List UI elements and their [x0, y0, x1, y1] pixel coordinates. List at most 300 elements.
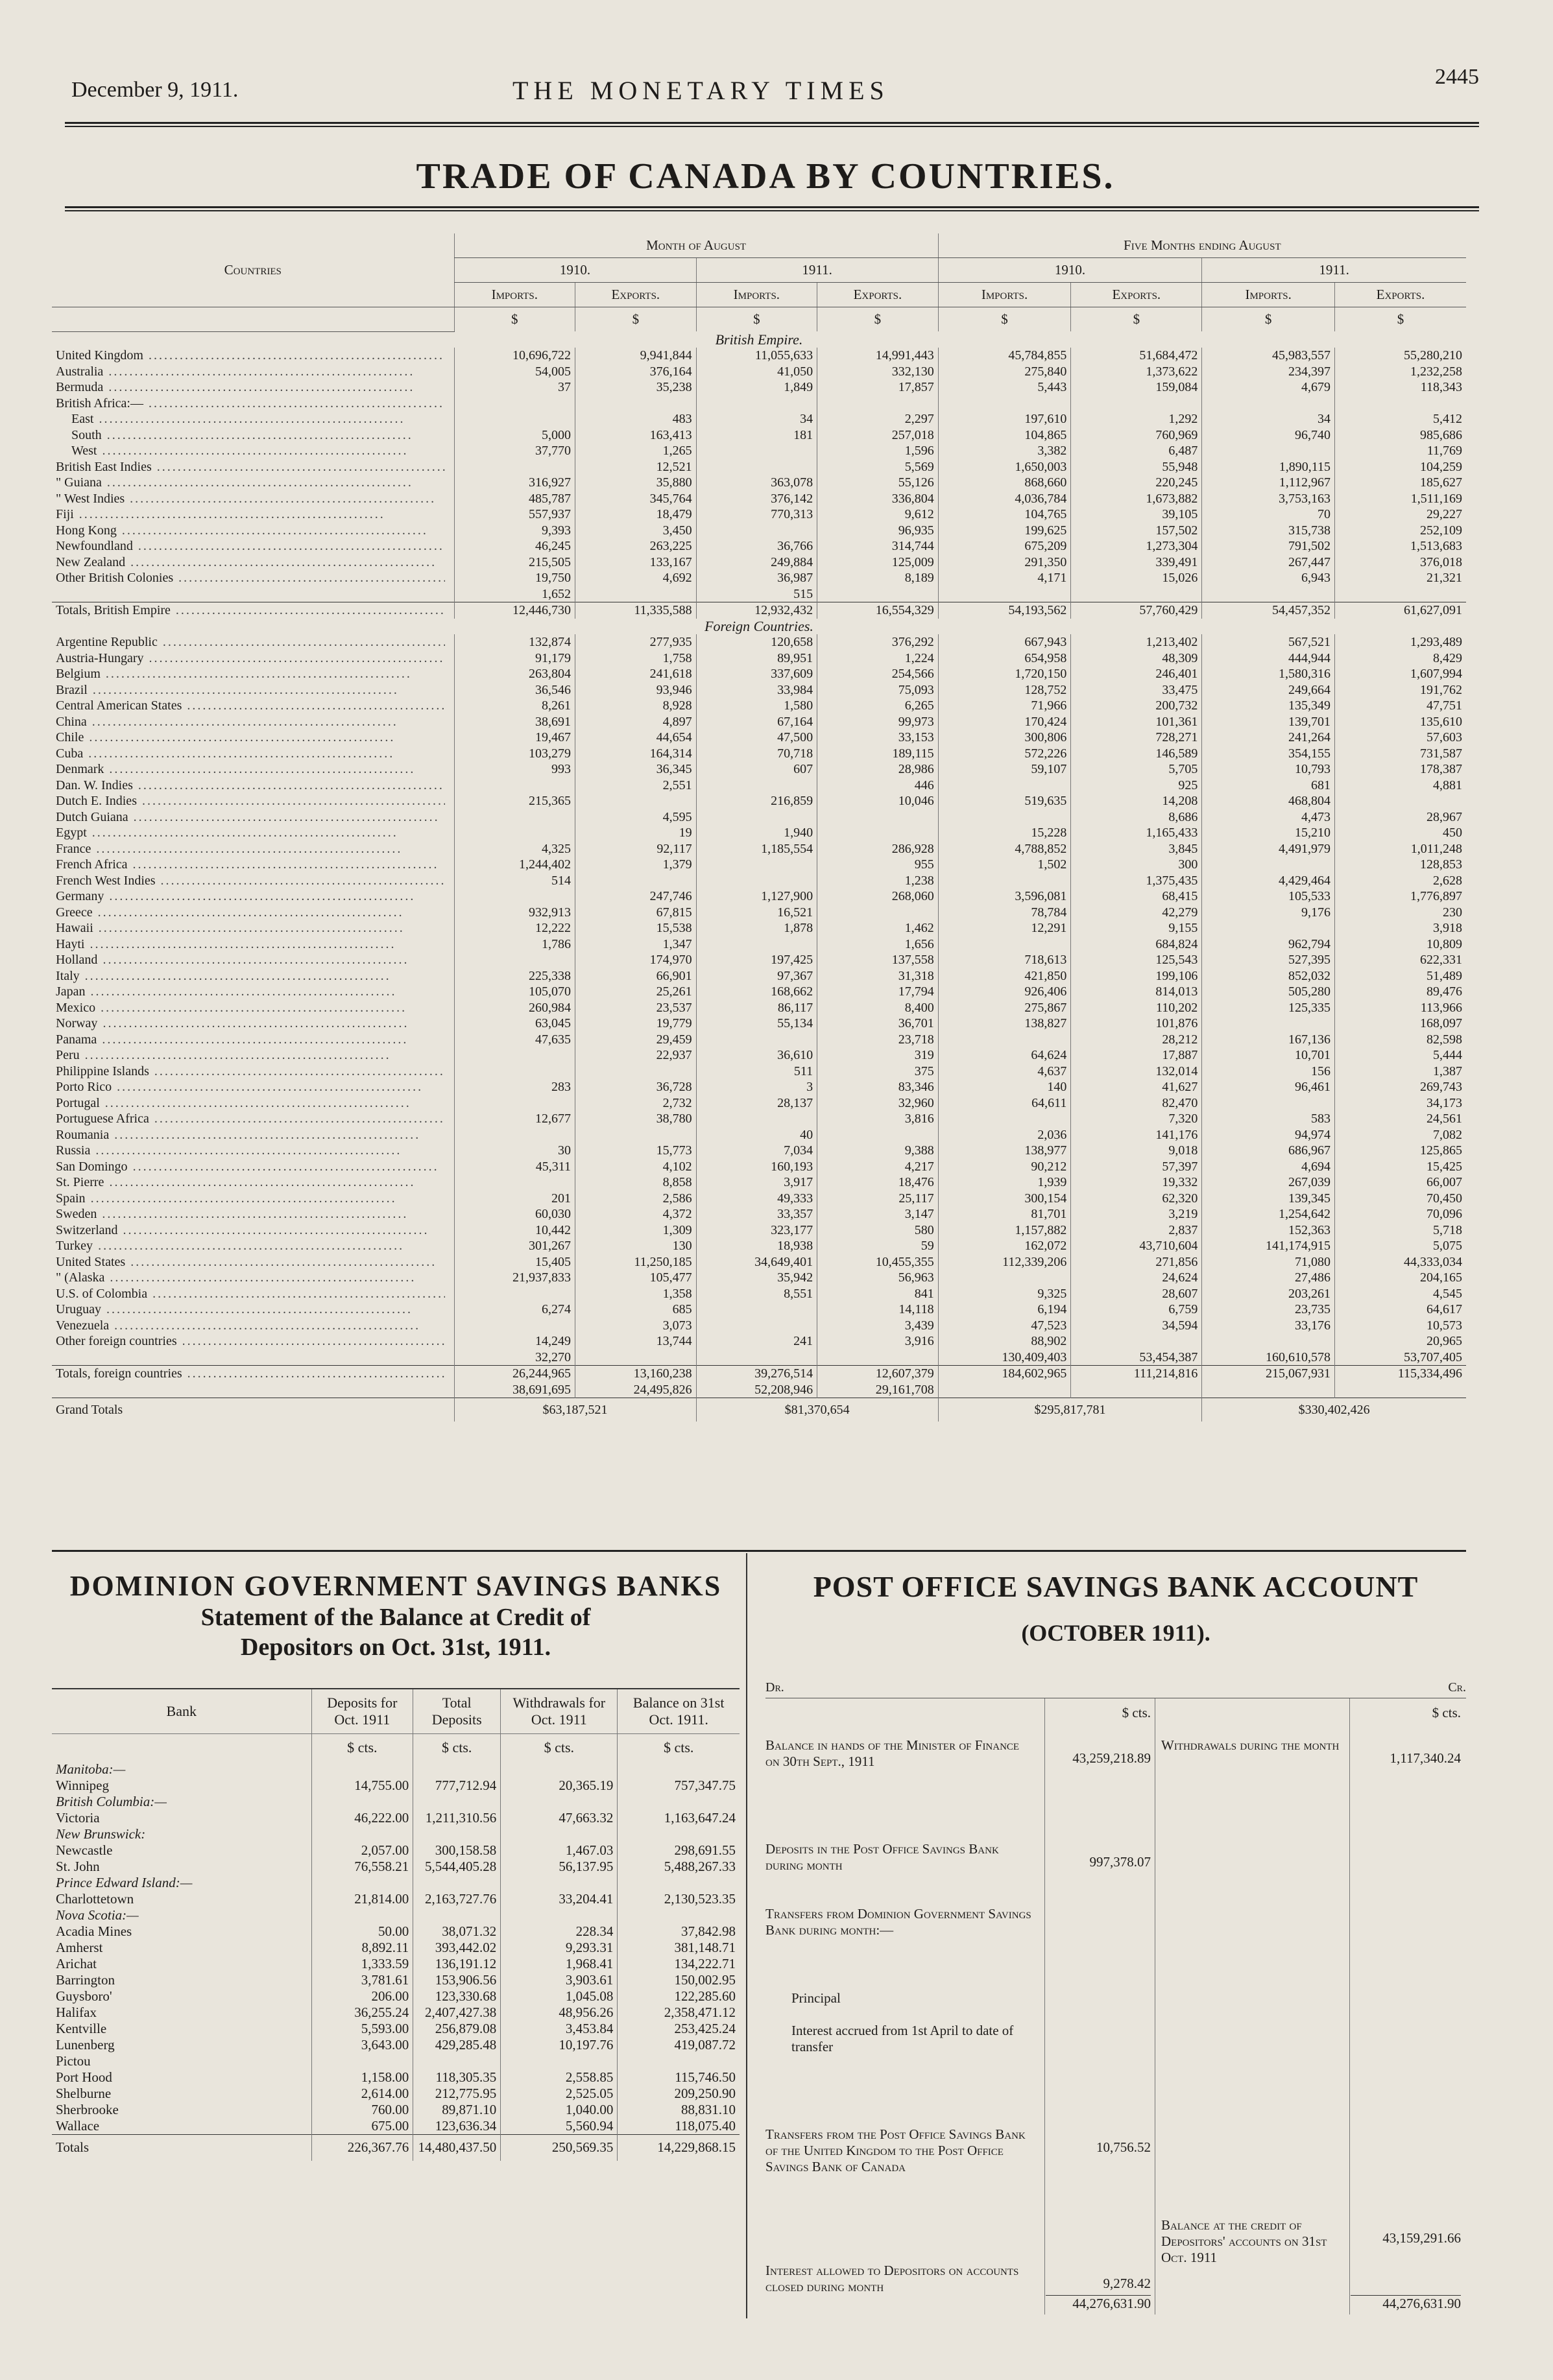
value-cell: 181 [696, 427, 817, 444]
table-row [52, 1875, 740, 1891]
value-cell: 4,637 [938, 1064, 1071, 1080]
table-row [52, 459, 1466, 475]
country-label: East ..... [71, 411, 405, 427]
header-rule [65, 122, 1479, 127]
value-cell: 241,264 [1202, 730, 1335, 746]
value-cell: 4,171 [938, 570, 1071, 586]
value-cell: 19 [575, 825, 697, 841]
value-cell [454, 1127, 575, 1143]
value-cell: 66,007 [1334, 1174, 1466, 1191]
value-cell: 241 [696, 1333, 817, 1350]
country-label: United States ..... [56, 1254, 437, 1270]
value-cell: 731,587 [1334, 746, 1466, 762]
country-name [52, 379, 454, 396]
value-cell: 34,594 [1071, 1318, 1202, 1334]
value-cell: 33,475 [1071, 682, 1202, 698]
country-name [52, 396, 454, 412]
value-cell: 47,523 [938, 1318, 1071, 1334]
country-name [52, 905, 454, 921]
value-cell: 277,935 [575, 634, 697, 650]
value-cell: 162,072 [938, 1238, 1071, 1254]
value-cell: 4,897 [575, 714, 697, 730]
value-cell: 138,977 [938, 1143, 1071, 1159]
value-cell: 13,160,238 [575, 1366, 697, 1382]
value-cell: 1,387 [1334, 1064, 1466, 1080]
value-cell: 90,212 [938, 1159, 1071, 1175]
value-cell: 257,018 [817, 427, 939, 444]
value-cell: 9,155 [1071, 920, 1202, 936]
value-cell: 770,313 [696, 506, 817, 523]
value-cell: 30 [454, 1143, 575, 1159]
value-cell: 1,607,994 [1334, 666, 1466, 682]
value-cell: 247,746 [575, 888, 697, 905]
value-cell: 10,696,722 [454, 348, 575, 364]
value-cell: 1,462 [817, 920, 939, 936]
value-cell: 185,627 [1334, 475, 1466, 491]
country-name [52, 1111, 454, 1127]
value-cell: 2,732 [575, 1095, 697, 1112]
value-cell: 12,446,730 [454, 602, 575, 619]
country-name [52, 682, 454, 698]
value-cell: 16,521 [696, 905, 817, 921]
dominion-col-header: Bank [52, 1689, 311, 1734]
value-cell: 8,189 [817, 570, 939, 586]
value-cell [618, 1794, 740, 1810]
value-cell: 3,916 [817, 1333, 939, 1350]
value-cell: 1,273,304 [1071, 538, 1202, 554]
value-cell: 140 [938, 1079, 1071, 1095]
value-cell [1202, 1333, 1335, 1350]
value-cell: 97,367 [696, 968, 817, 984]
table-row [52, 1333, 1466, 1350]
country-name [52, 1286, 454, 1302]
value-cell: 70,450 [1334, 1191, 1466, 1207]
country-name [52, 1064, 454, 1080]
value-cell: 200,732 [1071, 698, 1202, 714]
table-row [52, 443, 1466, 459]
country-label: Germany ..... [56, 888, 415, 905]
value-cell: 67,815 [575, 905, 697, 921]
value-cell: 168,662 [696, 984, 817, 1000]
value-cell: 962,794 [1202, 936, 1335, 953]
value-cell [311, 1875, 413, 1891]
country-label: West ..... [71, 443, 409, 459]
value-cell: 104,865 [938, 427, 1071, 444]
value-cell: 314,744 [817, 538, 939, 554]
value-cell [618, 1826, 740, 1842]
value-cell: 45,311 [454, 1159, 575, 1175]
value-cell: 15,405 [454, 1254, 575, 1270]
country-label: French West Indies ..... [56, 873, 445, 889]
country-name [52, 1318, 454, 1334]
country-label: Mexico ..... [56, 1000, 407, 1016]
value-cell: 6,194 [938, 1302, 1071, 1318]
bank-name: St. John [56, 1859, 100, 1874]
value-cell: 139,345 [1202, 1191, 1335, 1207]
value-cell: 1,673,882 [1071, 491, 1202, 507]
value-cell [696, 1318, 817, 1334]
value-cell: 105,070 [454, 984, 575, 1000]
country-name [52, 761, 454, 778]
value-cell [618, 1761, 740, 1778]
value-cell: 1,213,402 [1071, 634, 1202, 650]
value-cell: 10,442 [454, 1222, 575, 1239]
value-cell: 4,679 [1202, 379, 1335, 396]
value-cell: 25,117 [817, 1191, 939, 1207]
value-cell: 36,987 [696, 570, 817, 586]
value-cell: 450 [1334, 825, 1466, 841]
value-cell: 168,097 [1334, 1016, 1466, 1032]
country-label: Holland ..... [56, 952, 409, 968]
value-cell [501, 1826, 618, 1842]
issue-date: December 9, 1911. [71, 78, 239, 102]
value-cell: 3,753,163 [1202, 491, 1335, 507]
value-cell: 118,343 [1334, 379, 1466, 396]
value-cell: 55,134 [696, 1016, 817, 1032]
value-cell: 215,067,931 [1202, 1366, 1335, 1382]
credit-item: Balance at the credit of Depositors' accounts on 31st Oct. 1911 [1161, 2217, 1327, 2265]
value-cell: 1,244,402 [454, 857, 575, 873]
value-cell [696, 778, 817, 794]
value-cell: 212,775.95 [413, 2086, 501, 2102]
value-cell: 130,409,403 [938, 1350, 1071, 1366]
credit-amount: 43,159,291.66 [1382, 2230, 1461, 2246]
value-cell: 2,163,727.76 [413, 1891, 501, 1907]
value-cell: 21,321 [1334, 570, 1466, 586]
value-cell: 112,339,206 [938, 1254, 1071, 1270]
value-cell: 52,208,946 [696, 1382, 817, 1398]
unit-label: $ cts. [311, 1734, 413, 1762]
value-cell: 160,610,578 [1202, 1350, 1335, 1366]
countries-header: Countries [52, 233, 454, 307]
value-cell: 19,779 [575, 1016, 697, 1032]
value-cell: 3,918 [1334, 920, 1466, 936]
value-cell: 444,944 [1202, 650, 1335, 667]
value-cell: 1,720,150 [938, 666, 1071, 682]
table-row [52, 1350, 1466, 1366]
value-cell: 18,938 [696, 1238, 817, 1254]
total-value: 14,229,868.15 [618, 2135, 740, 2161]
bank-name: Charlottetown [56, 1891, 134, 1907]
value-cell: 56,137.95 [501, 1859, 618, 1875]
table-row [52, 1254, 1466, 1270]
country-name [52, 1143, 454, 1159]
value-cell [1071, 396, 1202, 412]
value-cell: 24,561 [1334, 1111, 1466, 1127]
country-name [52, 666, 454, 682]
value-cell: 2,525.05 [501, 2086, 618, 2102]
country-label: Norway ..... [56, 1016, 409, 1032]
value-cell: 376,018 [1334, 554, 1466, 571]
table-row [52, 1761, 740, 1778]
value-cell: 89,476 [1334, 984, 1466, 1000]
country-label: Hayti ..... [56, 936, 396, 953]
value-cell: 1,940 [696, 825, 817, 841]
table-row [52, 1000, 1466, 1016]
value-cell: 55,126 [817, 475, 939, 491]
value-cell: 8,551 [696, 1286, 817, 1302]
value-cell: 47,751 [1334, 698, 1466, 714]
value-cell: 125,543 [1071, 952, 1202, 968]
value-cell: 354,155 [1202, 746, 1335, 762]
table-row [52, 570, 1466, 586]
value-cell: 34,173 [1334, 1095, 1466, 1112]
value-cell: 62,320 [1071, 1191, 1202, 1207]
country-name [52, 554, 454, 571]
debit-item: Transfers from Dominion Government Savings Bank during month:— [765, 1906, 1031, 1938]
value-cell: 134,222.71 [618, 1956, 740, 1972]
table-row [52, 1859, 740, 1875]
value-cell: 24,495,826 [575, 1382, 697, 1398]
value-cell: 580 [817, 1222, 939, 1239]
value-cell: 300,158.58 [413, 1842, 501, 1859]
country-name [52, 793, 454, 809]
value-cell: 57,397 [1071, 1159, 1202, 1175]
value-cell [413, 1875, 501, 1891]
value-cell: 104,259 [1334, 459, 1466, 475]
table-row [52, 1238, 1466, 1254]
unit-label: $ cts. [1122, 1705, 1151, 1720]
value-cell: 33,176 [1202, 1318, 1335, 1334]
value-cell: 363,078 [696, 475, 817, 491]
table-row [52, 364, 1466, 380]
value-cell: 622,331 [1334, 952, 1466, 968]
value-cell: 5,718 [1334, 1222, 1466, 1239]
value-cell: 1,309 [575, 1222, 697, 1239]
table-row [52, 1842, 740, 1859]
country-name [52, 1032, 454, 1048]
value-cell [454, 888, 575, 905]
section-divider [52, 1550, 1466, 1552]
value-cell: 4,881 [1334, 778, 1466, 794]
value-cell: 5,705 [1071, 761, 1202, 778]
country-label: Porto Rico ..... [56, 1079, 423, 1095]
value-cell: 3,439 [817, 1318, 939, 1334]
value-cell: 92,117 [575, 841, 697, 857]
country-label: South ..... [71, 427, 413, 444]
value-cell: 1,379 [575, 857, 697, 873]
country-label: Portuguese Africa ..... [56, 1111, 445, 1127]
table-row [52, 523, 1466, 539]
value-cell: 33,357 [696, 1206, 817, 1222]
value-cell: 55,948 [1071, 459, 1202, 475]
value-cell: 113,966 [1334, 1000, 1466, 1016]
value-cell: 34 [696, 411, 817, 427]
value-cell: 41,627 [1071, 1079, 1202, 1095]
table-row [52, 2102, 740, 2118]
table-row [52, 1794, 740, 1810]
value-cell: 70,096 [1334, 1206, 1466, 1222]
country-name [52, 714, 454, 730]
table-row [52, 634, 1466, 650]
value-cell: 868,660 [938, 475, 1071, 491]
country-name [52, 730, 454, 746]
value-cell [575, 1350, 697, 1366]
value-cell: 36,546 [454, 682, 575, 698]
table-row [52, 730, 1466, 746]
value-cell: 29,227 [1334, 506, 1466, 523]
country-name [52, 634, 454, 650]
unit-label: $ cts. [501, 1734, 618, 1762]
value-cell: 760.00 [311, 2102, 413, 2118]
value-cell: 71,080 [1202, 1254, 1335, 1270]
value-cell: 44,654 [575, 730, 697, 746]
value-cell: 4,692 [575, 570, 697, 586]
grand-label: Grand Totals [52, 1398, 454, 1422]
value-cell: 125,865 [1334, 1143, 1466, 1159]
table-row [52, 698, 1466, 714]
value-cell [1334, 1382, 1466, 1398]
publication-title: THE MONETARY TIMES [512, 76, 889, 105]
value-cell: 681 [1202, 778, 1335, 794]
value-cell: 89,871.10 [413, 2102, 501, 2118]
country-name [52, 506, 454, 523]
value-cell: 156 [1202, 1064, 1335, 1080]
value-cell: 4,491,979 [1202, 841, 1335, 857]
value-cell: 78,784 [938, 905, 1071, 921]
trade-title: TRADE OF CANADA BY COUNTRIES. [416, 156, 1115, 196]
grand-value: $81,370,654 [696, 1398, 938, 1422]
table-row [52, 952, 1466, 968]
country-name [52, 491, 454, 507]
month-header: Month of August [454, 233, 938, 258]
value-cell: 36,728 [575, 1079, 697, 1095]
value-cell [696, 1350, 817, 1366]
value-cell: 6,274 [454, 1302, 575, 1318]
value-cell: 44,333,034 [1334, 1254, 1466, 1270]
table-row [52, 475, 1466, 491]
table-row [52, 650, 1466, 667]
country-name [52, 348, 454, 364]
value-cell: 1,333.59 [311, 1956, 413, 1972]
value-cell: 12,291 [938, 920, 1071, 936]
value-cell: 38,780 [575, 1111, 697, 1127]
table-row [52, 1956, 740, 1972]
value-cell: 2,358,471.12 [618, 2005, 740, 2021]
country-name [52, 984, 454, 1000]
country-name [52, 475, 454, 491]
value-cell [696, 443, 817, 459]
value-cell: 53,707,405 [1334, 1350, 1466, 1366]
value-cell: 17,857 [817, 379, 939, 396]
value-cell: 153,906.56 [413, 1972, 501, 1988]
country-name [52, 809, 454, 826]
value-cell: 814,013 [1071, 984, 1202, 1000]
value-cell [817, 1127, 939, 1143]
value-cell: 4,694 [1202, 1159, 1335, 1175]
value-cell: 115,334,496 [1334, 1366, 1466, 1382]
value-cell: 189,115 [817, 746, 939, 762]
debit-item: Principal [791, 1990, 841, 2006]
value-cell: 8,261 [454, 698, 575, 714]
column-divider [746, 1553, 747, 2318]
value-cell: 955 [817, 857, 939, 873]
value-cell [454, 809, 575, 826]
value-cell: 9,325 [938, 1286, 1071, 1302]
value-cell: 18,476 [817, 1174, 939, 1191]
value-cell: 5,075 [1334, 1238, 1466, 1254]
country-label: China ..... [56, 714, 398, 730]
value-cell [1071, 1382, 1202, 1398]
value-cell: 1,292 [1071, 411, 1202, 427]
value-cell: 8,400 [817, 1000, 939, 1016]
value-cell: 468,804 [1202, 793, 1335, 809]
value-cell: 9,176 [1202, 905, 1335, 921]
value-cell: 89,951 [696, 650, 817, 667]
value-cell: 139,701 [1202, 714, 1335, 730]
value-cell [311, 1907, 413, 1923]
table-row [52, 1111, 1466, 1127]
value-cell: 56,963 [817, 1270, 939, 1286]
value-cell: 66,901 [575, 968, 697, 984]
country-name [52, 1333, 454, 1350]
table-row [52, 1127, 1466, 1143]
post-office-account [765, 1698, 1466, 2315]
value-cell: 93,946 [575, 682, 697, 698]
value-cell: 852,032 [1202, 968, 1335, 984]
country-label: Venezuela ..... [56, 1318, 420, 1334]
table-row [52, 2118, 740, 2135]
country-name [52, 1095, 454, 1112]
value-cell: 47,635 [454, 1032, 575, 1048]
bank-name: Wallace [56, 2118, 100, 2134]
value-cell: 300,154 [938, 1191, 1071, 1207]
value-cell: 197,425 [696, 952, 817, 968]
value-cell: 47,500 [696, 730, 817, 746]
value-cell: 138,827 [938, 1016, 1071, 1032]
value-cell: 136,191.12 [413, 1956, 501, 1972]
value-cell: 1,347 [575, 936, 697, 953]
value-cell: 21,937,833 [454, 1270, 575, 1286]
value-cell: 5,412 [1334, 411, 1466, 427]
value-cell: 28,607 [1071, 1286, 1202, 1302]
total-value: 250,569.35 [501, 2135, 618, 2161]
value-cell: 15,026 [1071, 570, 1202, 586]
value-cell: 24,624 [1071, 1270, 1202, 1286]
value-cell: 206.00 [311, 1988, 413, 2005]
country-name [52, 602, 454, 619]
value-cell: 583 [1202, 1111, 1335, 1127]
value-cell: 3,453.84 [501, 2021, 618, 2037]
table-row [52, 2021, 740, 2037]
value-cell: 101,361 [1071, 714, 1202, 730]
value-cell: 7,034 [696, 1143, 817, 1159]
value-cell: 137,558 [817, 952, 939, 968]
value-cell: 760,969 [1071, 427, 1202, 444]
value-cell: 841 [817, 1286, 939, 1302]
bank-name: British Columbia:— [56, 1794, 167, 1809]
value-cell: 515 [696, 586, 817, 602]
value-cell: 51,489 [1334, 968, 1466, 984]
bank-name: Lunenberg [56, 2037, 115, 2053]
value-cell: 4,217 [817, 1159, 939, 1175]
value-cell: 675.00 [311, 2118, 413, 2135]
value-cell [618, 1875, 740, 1891]
value-cell: 5,443 [938, 379, 1071, 396]
value-cell: 3 [696, 1079, 817, 1095]
value-cell [413, 1794, 501, 1810]
value-cell: 246,401 [1071, 666, 1202, 682]
title-rule [65, 206, 1479, 211]
dollar-unit: $ [575, 307, 697, 332]
value-cell: 37,842.98 [618, 1923, 740, 1940]
value-cell: 23,735 [1202, 1302, 1335, 1318]
country-label: Fiji ..... [56, 506, 385, 523]
imports-header: Imports. [696, 283, 817, 307]
value-cell: 4,325 [454, 841, 575, 857]
value-cell: 4,473 [1202, 809, 1335, 826]
bank-name: Manitoba:— [56, 1761, 126, 1777]
